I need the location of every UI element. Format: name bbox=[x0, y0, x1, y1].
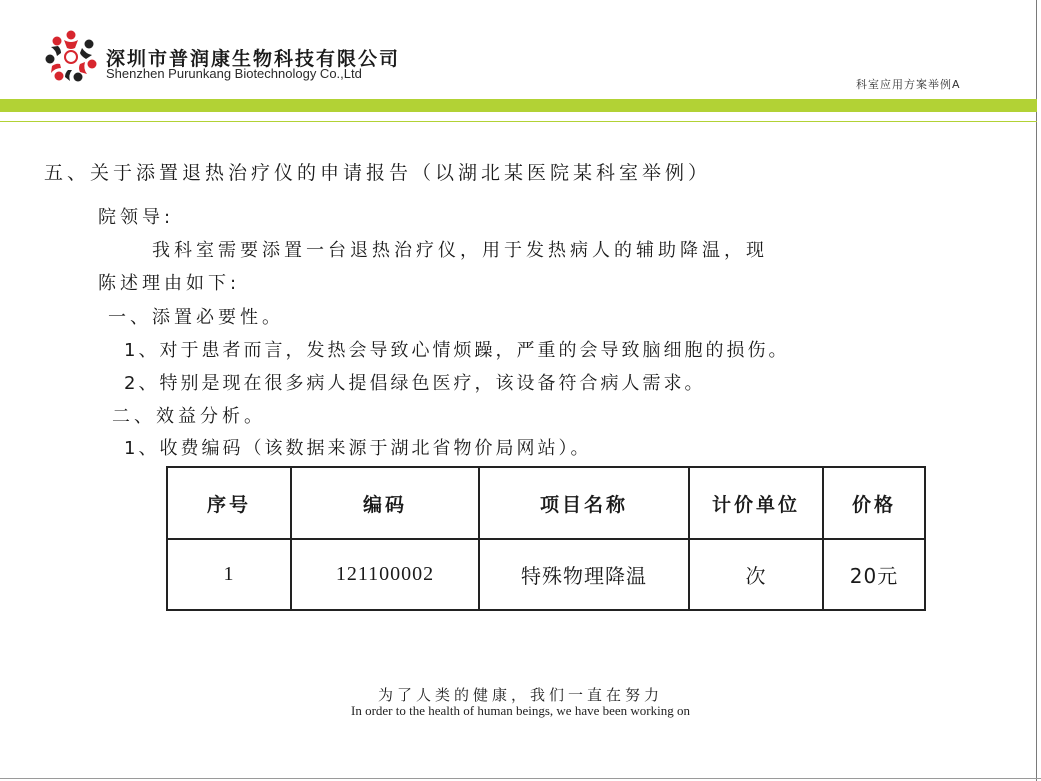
company-name-chinese: 深圳市普润康生物科技有限公司 bbox=[106, 48, 401, 70]
company-name-english: Shenzhen Purunkang Biotechnology Co.,Ltd bbox=[106, 66, 362, 81]
table-row bbox=[167, 539, 925, 610]
intro-paragraph-line-1: 我科室需要添置一台退热治疗仪，用于发热病人的辅助降温，现 bbox=[152, 240, 768, 261]
header-pricing-unit: 计价单位 bbox=[689, 467, 823, 539]
intro-paragraph-line-2: 陈述理由如下: bbox=[98, 273, 241, 294]
header-serial-number: 序号 bbox=[167, 467, 291, 539]
footer-slogan-chinese: 为了人类的健康，我们一直在努力 bbox=[377, 686, 663, 704]
report-heading: 五、关于添置退热治疗仪的申请报告（以湖北某医院某科室举例） bbox=[44, 162, 712, 184]
header-price: 价格 bbox=[823, 467, 925, 539]
cell-code: 121100002 bbox=[291, 539, 479, 610]
footer-slogan-english: In order to the health of human beings, we have been working on bbox=[351, 703, 690, 718]
fee-code-table bbox=[166, 466, 926, 611]
table-header-row bbox=[167, 467, 925, 539]
header-green-divider bbox=[0, 121, 1037, 122]
section-benefit-title: 二、效益分析。 bbox=[112, 406, 266, 427]
salutation: 院领导: bbox=[98, 207, 175, 228]
section-necessity-title: 一、添置必要性。 bbox=[108, 307, 284, 328]
header-green-band bbox=[0, 99, 1037, 112]
cell-price: 20元 bbox=[823, 539, 925, 610]
header-item-name: 项目名称 bbox=[479, 467, 689, 539]
cell-item-name: 特殊物理降温 bbox=[479, 539, 689, 610]
cell-pricing-unit: 次 bbox=[689, 539, 823, 610]
header-code: 编码 bbox=[291, 467, 479, 539]
necessity-item-2: 2、特别是现在很多病人提倡绿色医疗，该设备符合病人需求。 bbox=[124, 373, 706, 394]
necessity-item-1: 1、对于患者而言，发热会导致心情烦躁，严重的会导致脑细胞的损伤。 bbox=[124, 340, 790, 361]
benefit-item-1: 1、收费编码（该数据来源于湖北省物价局网站）。 bbox=[124, 438, 592, 459]
right-border-line bbox=[1036, 0, 1037, 781]
bottom-border-line bbox=[0, 778, 1041, 779]
cell-serial-number: 1 bbox=[167, 539, 291, 610]
department-example-label: 科室应用方案举例A bbox=[856, 78, 961, 91]
people-circle-logo-icon bbox=[42, 28, 100, 84]
